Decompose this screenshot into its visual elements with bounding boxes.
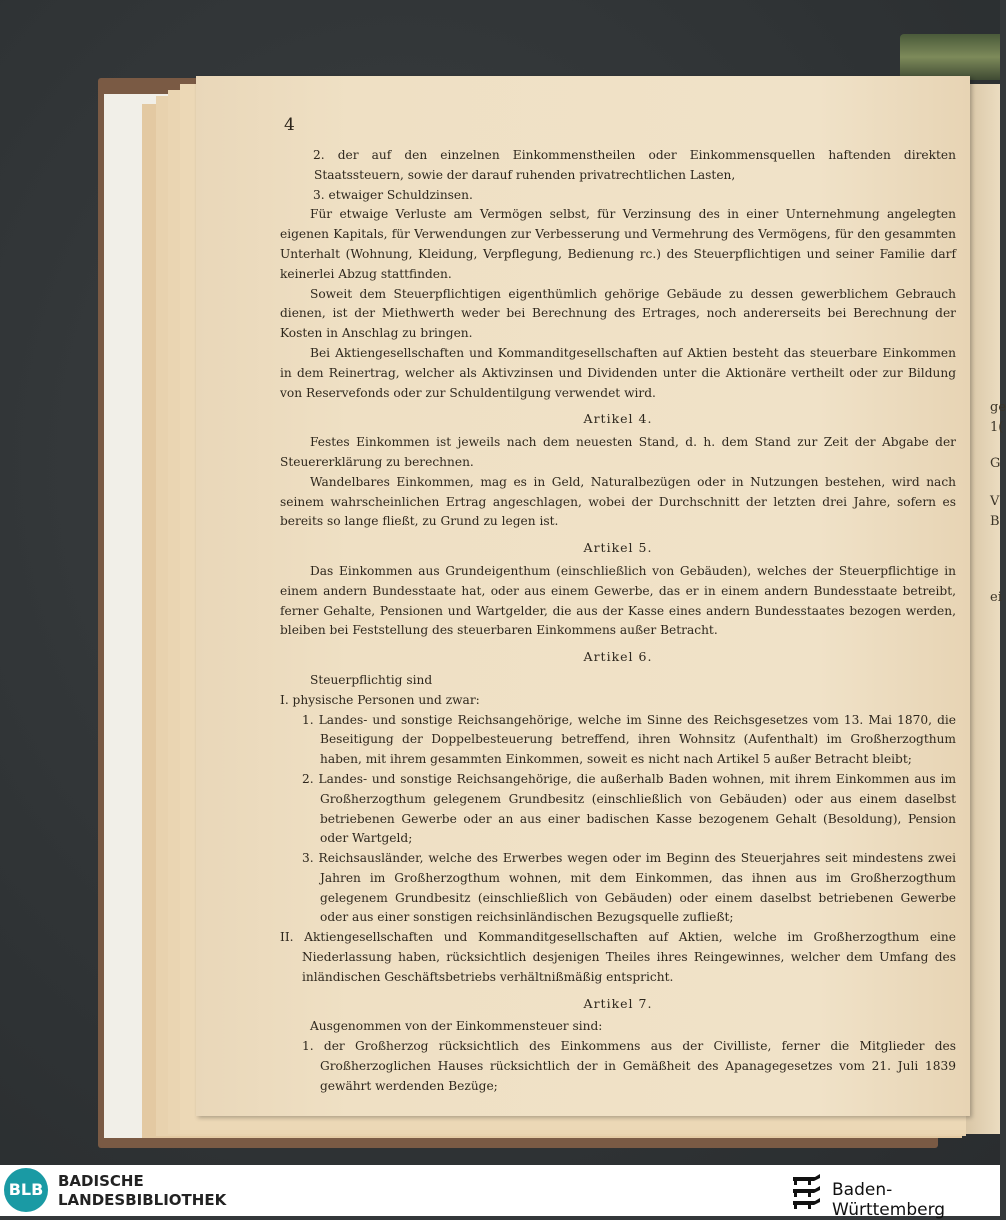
- fragment: ge: [990, 400, 1006, 415]
- paragraph: 2. der auf den einzelnen Einkommenstheilen oder Einkommensquellen haftenden direkten Staatssteuern, sowie der darauf ruhenden privatrechtlichen Lasten,: [313, 148, 956, 182]
- paragraph: Das Einkommen aus Grundeigenthum (einschließlich von Gebäuden), welches der Steuerpflichtige in einem andern Bundesstaate hat, oder aus einem Gewerbe, das er in einem andern Bundesstaate betreibt, ferner Gehalte, Pensionen und Wartgelder, die aus der Kasse eines andern Bundesstaates bezogen werden, bleiben bei Feststellung des steuerbaren Einkommens außer Betracht.: [280, 563, 956, 638]
- library-name-line2: LANDESBIBLIOTHEK: [58, 1191, 227, 1209]
- article-heading: Artikel 6.: [583, 649, 653, 665]
- fragment: V: [990, 494, 1000, 509]
- page-number: 4: [284, 115, 295, 135]
- article-heading: Artikel 7.: [583, 995, 653, 1011]
- article-heading: Artikel 4.: [583, 411, 653, 427]
- book-edge: [900, 34, 1000, 80]
- three-lions-icon[interactable]: [790, 1171, 824, 1211]
- library-name[interactable]: [58, 1172, 226, 1210]
- paragraph: 2. Landes- und sonstige Reichsangehörige, die außerhalb Baden wohnen, mit ihrem Einkommen aus im Großherzogthum gelegenem Grundbesitz (einschließlich von Gebäuden) oder aus einem daselbst betriebenen Gewerbe oder an aus einer badischen Kasse bezogenem Gehalt (Besoldung), Pension oder Wartgeld;: [302, 771, 956, 846]
- state-name[interactable]: Baden-Württemberg: [832, 1180, 946, 1220]
- library-name-line1: BADISCHE: [58, 1172, 144, 1190]
- paragraph: 1. Landes- und sonstige Reichsangehörige, welche im Sinne des Reichsgesetzes vom 13. Mai 1870, die Beseitigung der Doppelbesteuerung betreffend, ihren Wohnsitz (Aufenthalt) im Großherzogthum haben, mit ihrem gesammten Einkommen, soweit es nicht nach Artikel 5 außer Betracht bleibt;: [302, 712, 956, 767]
- paragraph: Soweit dem Steuerpflichtigen eigenthümlich gehörige Gebäude zu dessen gewerblichem Gebrauch dienen, ist der Miethwerth weder bei Berechnung des Ertrages, noch andererseits bei Berechnung der Kosten in Anschlag zu bringen.: [280, 286, 956, 341]
- paragraph: Ausgenommen von der Einkommensteuer sind:: [310, 1019, 603, 1034]
- fragment: G: [990, 456, 1001, 471]
- footer-bar: [0, 1165, 1000, 1220]
- paragraph: Für etwaige Verluste am Vermögen selbst, für Verzinsung des in einer Unternehmung angelegten eigenen Kapitals, für Verwendungen zur Verbesserung und Vermehrung des Vermögens, für den gesammten Unterhalt (Wohnung, Kleidung, Verpflegung, Bedienung rc.) des Steuerpflichtigen und seiner Familie darf keinerlei Abzug stattfinden.: [280, 207, 956, 281]
- facing-page-edge: [966, 84, 1006, 1134]
- paragraph: 3. etwaiger Schuldzinsen.: [313, 187, 473, 202]
- paragraph: Festes Einkommen ist jeweils nach dem neuesten Stand, d. h. dem Stand zur Zeit der Abgabe der Steuererklärung zu berechnen.: [280, 435, 956, 469]
- paragraph: I. physische Personen und zwar:: [280, 692, 480, 707]
- page-body-text: [280, 146, 956, 1097]
- paragraph: Bei Aktiengesellschaften und Kommanditgesellschaften auf Aktien besteht das steuerbare Einkommen in dem Reinertrag, welcher als Aktivzinsen und Dividenden unter die Aktionäre vertheilt oder zur Bildung von Reservefonds oder zur Schuldentilgung verwendet wird.: [280, 345, 956, 400]
- paragraph: Steuerpflichtig sind: [310, 672, 433, 687]
- fragment: ei: [990, 590, 1002, 605]
- paragraph: Wandelbares Einkommen, mag es in Geld, Naturalbezügen oder in Nutzungen bestehen, wird nach seinem wahrscheinlichen Ertrag angeschlagen, wobei der Durchschnitt der letzten drei Jahre, sofern es bereits so lange fließt, zu Grund zu legen ist.: [280, 474, 956, 529]
- paragraph: 1. der Großherzog rücksichtlich des Einkommens aus der Civilliste, ferner die Mitglieder des Großherzoglichen Hauses rücksichtlich der in Gemäßheit des Apanagegesetzes vom 21. Juli 1839 gewährt werdenden Bezüge;: [302, 1039, 956, 1093]
- fragment: 1(: [990, 420, 1004, 435]
- paragraph: 3. Reichsausländer, welche des Erwerbes wegen oder im Beginn des Steuerjahres seit mindestens zwei Jahren im Großherzogthum wohnen, mit dem Einkommen, das ihnen aus im Großherzogthum gelegenem Grundbesitz (einschließlich von Gebäuden) oder einem daselbst betriebenen Gewerbe oder aus einer sonstigen reichsinländischen Bezugsquelle zufließt;: [302, 851, 956, 925]
- blb-logo-icon[interactable]: BLB: [4, 1168, 48, 1212]
- article-heading: Artikel 5.: [583, 540, 653, 556]
- paragraph: II. Aktiengesellschaften und Kommanditgesellschaften auf Aktien, welche im Großherzogthum eine Niederlassung haben, rücksichtlich desjenigen Theiles ihres Reingewinnes, welcher dem Umfang des inländischen Geschäftsbetriebs verhältnißmäßig entspricht.: [280, 930, 956, 984]
- fragment: B: [990, 514, 1000, 529]
